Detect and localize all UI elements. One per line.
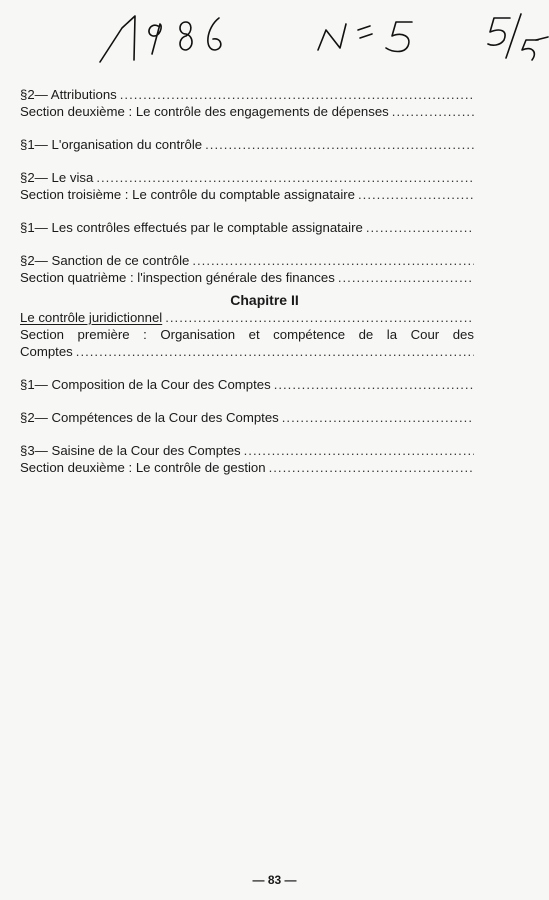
dot-leader: [338, 269, 474, 286]
dot-leader: [96, 169, 474, 186]
dot-leader: [244, 442, 474, 459]
toc-entry: §2— Le visa .....: [20, 169, 474, 186]
dot-leader: [120, 86, 474, 103]
toc-entry: §2— Sanction de ce contrôle .....: [20, 252, 474, 269]
toc-entry: §1— Les contrôles effectués par le comptable assignataire .....: [20, 219, 474, 236]
toc-entry: Section deuxième : Le contrôle de gestion .....: [20, 459, 474, 476]
toc-entry: §2— Compétences de la Cour des Comptes .....: [20, 409, 474, 426]
toc-entry: §2— Attributions .....: [20, 86, 474, 103]
toc-entry: Section deuxième : Le contrôle des engagements de dépenses .....: [20, 103, 474, 120]
dot-leader: [269, 459, 474, 476]
toc-entry-wrapped: Section première : Organisation et compétence de la Cour des: [20, 327, 474, 342]
toc-entry: §3— Saisine de la Cour des Comptes .....: [20, 442, 474, 459]
chapter-title: Chapitre II: [230, 292, 299, 308]
handwritten-annotation: [0, 4, 549, 74]
toc-entry: Comptes .....: [20, 343, 474, 360]
dot-leader: [392, 103, 474, 120]
dot-leader: [76, 343, 474, 360]
dot-leader: [358, 186, 474, 203]
dot-leader: [274, 376, 474, 393]
toc-entry: Le contrôle juridictionnel .....: [20, 309, 474, 326]
dot-leader: [165, 309, 474, 326]
page-number: — 83 —: [252, 873, 297, 887]
toc-entry: §1— Composition de la Cour des Comptes .....: [20, 376, 474, 393]
toc-entry: Section quatrième : l'inspection générale des finances .....: [20, 269, 474, 286]
toc-entry: Section troisième : Le contrôle du comptable assignataire .....: [20, 186, 474, 203]
table-of-contents: [20, 86, 474, 476]
dot-leader: [205, 136, 474, 153]
dot-leader: [192, 252, 474, 269]
toc-entry: §1— L'organisation du contrôle .....: [20, 136, 474, 153]
dot-leader: [366, 219, 474, 236]
dot-leader: [282, 409, 474, 426]
